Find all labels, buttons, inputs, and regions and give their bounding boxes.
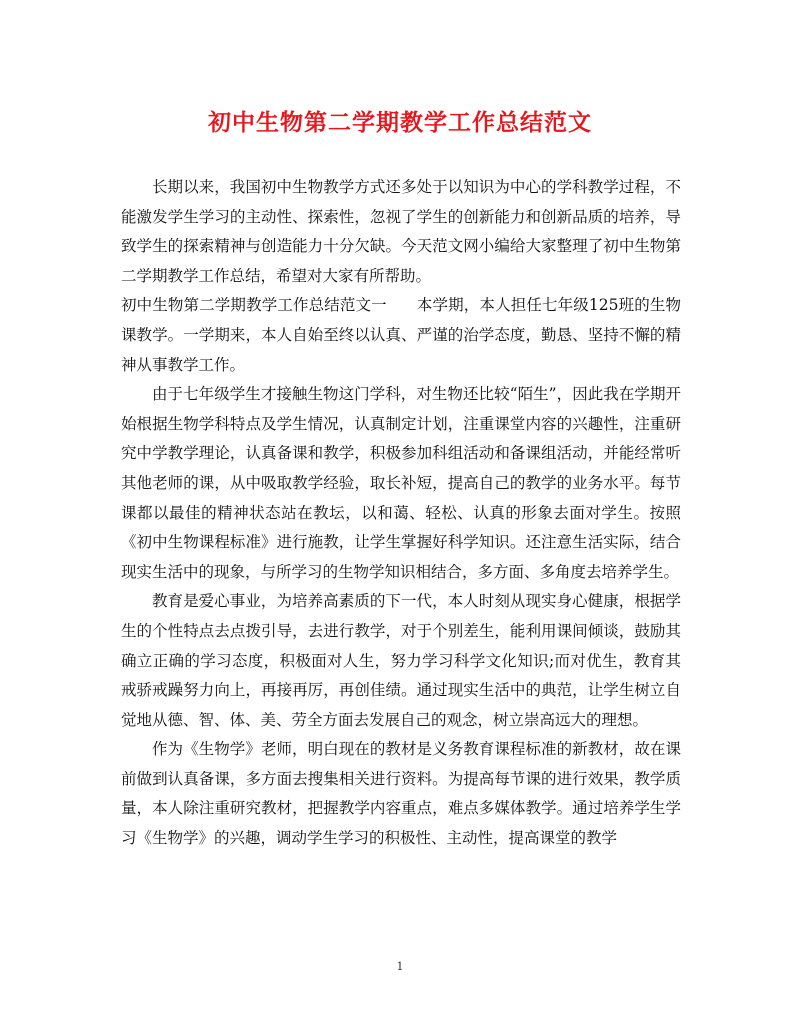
document-title: 初中生物第二学期教学工作总结范文 [208, 109, 592, 136]
body-paragraph-2: 教育是爱心事业，为培养高素质的下一代，本人时刻从现实身心健康，根据学生的个性特点去点拨引导，去进行教学，对于个别差生，能利用课间倾谈，鼓励其确立正确的学习态度，积极面对人生，努力学习科学文化知识;而对优生，教育其戒骄戒躁努力向上，再接再厉，再创佳绩。通过现实生活中的典范，让学生树立自觉地从德、智、体、美、劳全方面去发展自己的观念，树立崇高远大的理想。 [121, 592, 681, 729]
section-heading: 初中生物第二学期教学工作总结范文一 [121, 296, 387, 315]
body-paragraph-3: 作为《生物学》老师，明白现在的教材是义务教育课程标准的新教材，故在课前做到认真备课，多方面去搜集相关进行资料。为提高每节课的进行效果，教学质量，本人除注重研究教材，把握教学内容重点，难点多媒体教学。通过培养学生学习《生物学》的兴趣，调动学生学习的积极性、主动性，提高课堂的教学 [121, 740, 681, 848]
section-intro: 本学期，本人担任七年级125班的生物课教学。一学期来，本人自始至终以认真、严谨的治学态度，勤恳、坚持不懈的精神从事教学工作。 [121, 296, 681, 374]
document-body [121, 173, 681, 854]
section-heading-line [121, 291, 681, 380]
page-number: 1 [396, 960, 404, 973]
intro-paragraph: 长期以来，我国初中生物教学方式还多处于以知识为中心的学科教学过程，不能激发学生学习的主动性、探索性，忽视了学生的创新能力和创新品质的培养，导致学生的探索精神与创造能力十分欠缺。今天范文网小编给大家整理了初中生物第二学期教学工作总结，希望对大家有所帮助。 [121, 178, 681, 285]
body-paragraph-1: 由于七年级学生才接触生物这门学科，对生物还比较“陌生”，因此我在学期开始根据生物学科特点及学生情况，认真制定计划，注重课堂内容的兴趣性，注重研究中学教学理论，认真备课和教学，积极参加科组活动和备课组活动，并能经常听其他老师的课，从中吸取教学经验，取长补短，提高自己的教学的业务水平。每节课都以最佳的精神状态站在教坛，以和蔼、轻松、认真的形象去面对学生。按照《初中生物课程标准》进行施教，让学生掌握好科学知识。还注意生活实际，结合现实生活中的现象，与所学习的生物学知识相结合，多方面、多角度去培养学生。 [121, 385, 681, 581]
